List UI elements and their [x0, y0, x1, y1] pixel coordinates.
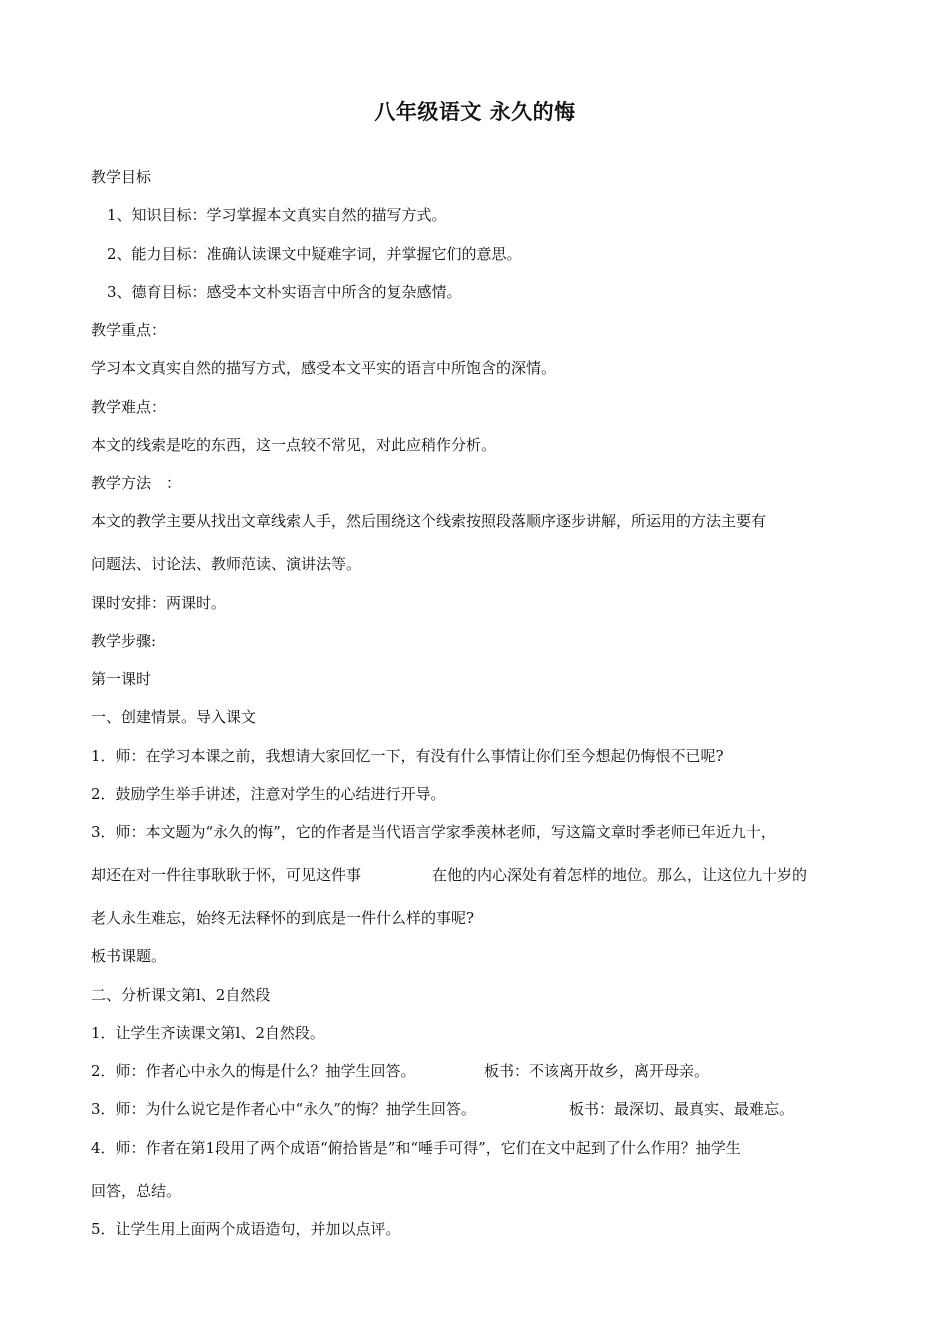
section-one-item-3-line-2b: 在他的内心深处有着怎样的地位。那么，让这位九十岁的: [432, 866, 808, 884]
methods-text-line-1: 本文的教学主要从找出文章线索人手，然后围绕这个线索按照段落顺序逐步讲解，所运用的方法主要有: [91, 512, 767, 530]
section-one-heading: 一、创建情景。导入课文: [91, 708, 257, 726]
section-two-item-3-board: 板书：最深切、最真实、最难忘。: [569, 1100, 795, 1118]
difficulties-text: 本文的线索是吃的东西，这一点较不常见，对此应稍作分析。: [91, 436, 497, 454]
schedule-text: 课时安排：两课时。: [91, 594, 227, 612]
section-one-item-3-line-2a: 却还在对一件往事耿耿于怀，可见这件事: [91, 866, 362, 884]
heading-difficulties: 教学难点：: [91, 398, 167, 416]
heading-key-points: 教学重点：: [91, 321, 167, 339]
section-one-item-3-line-1: 3．师：本文题为“永久的悔”，它的作者是当代语言学家季羡林老师，写这篇文章时季老师已年近九十，: [91, 823, 776, 841]
heading-steps: 教学步骤:: [91, 632, 157, 650]
section-two-item-3: 3．师：为什么说它是作者心中“永久”的悔？抽学生回答。: [91, 1100, 476, 1118]
section-two-item-2-board: 板书：不该离开故乡，离开母亲。: [484, 1062, 710, 1080]
heading-first-lesson: 第一课时: [91, 670, 152, 688]
board-title-note: 板书课题。: [91, 947, 167, 965]
key-points-text: 学习本文真实自然的描写方式，感受本文平实的语言中所饱含的深情。: [91, 359, 557, 377]
section-one-item-1: 1．师：在学习本课之前，我想请大家回忆一下，有没有什么事情让你们至今想起仍悔恨不已呢?: [91, 747, 724, 765]
document-title: 八年级语文 永久的悔: [374, 100, 576, 124]
section-one-item-2: 2．鼓励学生举手讲述，注意对学生的心结进行开导。: [91, 785, 446, 803]
section-two-item-4-line-2: 回答，总结。: [91, 1182, 182, 1200]
goal-moral: 3、德育目标：感受本文朴实语言中所含的复杂感情。: [107, 283, 462, 301]
heading-methods: 教学方法 ：: [91, 474, 182, 492]
section-one-item-3-line-3: 老人永生难忘，始终无法释怀的到底是一件什么样的事呢?: [91, 909, 475, 927]
section-two-item-5: 5．让学生用上面两个成语造句，并加以点评。: [91, 1220, 401, 1238]
section-two-item-1: 1．让学生齐读课文第l、2自然段。: [91, 1024, 325, 1042]
methods-text-line-2: 问题法、讨论法、教师范读、演讲法等。: [91, 555, 362, 573]
heading-teaching-goals: 教学目标: [91, 168, 152, 186]
section-two-item-2: 2．师：作者心中永久的悔是什么？抽学生回答。: [91, 1062, 416, 1080]
section-two-heading: 二、分析课文第l、2自然段: [91, 986, 271, 1004]
goal-knowledge: 1、知识目标：学习掌握本文真实自然的描写方式。: [107, 206, 447, 224]
section-two-item-4-line-1: 4．师：作者在第1段用了两个成语“俯拾皆是”和“唾手可得”，它们在文中起到了什么作用？抽学生: [91, 1139, 741, 1157]
goal-ability: 2、能力目标：准确认读课文中疑难字词，并掌握它们的意思。: [107, 245, 522, 263]
